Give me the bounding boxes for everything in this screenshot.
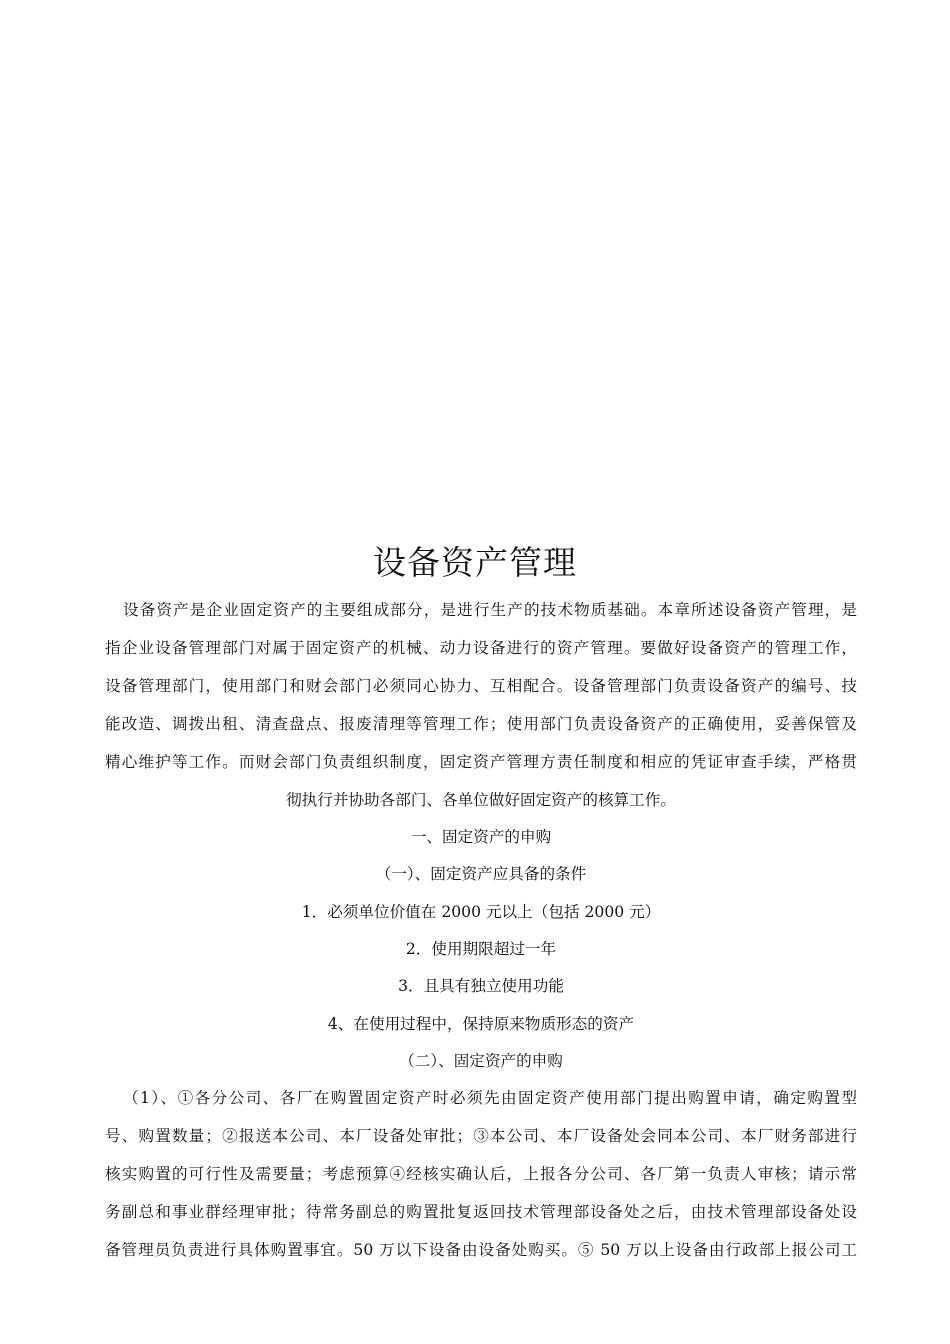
- intro-line-5: 精心维护等工作。而财会部门负责组织制度，固定资产管理方责任制度和相应的凭证审查手续，严格贯: [105, 753, 857, 771]
- procedure-line-1: （1）、①各分公司、各厂在购置固定资产时必须先由固定资产使用部门提出购置申请，确定购置型: [123, 1089, 857, 1107]
- section-1-heading: 一、固定资产的申购: [410, 828, 552, 846]
- subsection-1-heading: （一）、固定资产应具备的条件: [375, 865, 587, 883]
- intro-line-3: 设备管理部门，使用部门和财会部门必须同心协力、互相配合。设备管理部门负责设备资产的编号、技: [105, 677, 857, 695]
- intro-line-2: 指企业设备管理部门对属于固定资产的机械、动力设备进行的资产管理。要做好设备资产的管理工作，: [105, 639, 857, 657]
- condition-item-1: 1．必须单位价值在 2000 元以上（包括 2000 元）: [301, 903, 661, 921]
- procedure-line-3: 核实购置的可行性及需要量；考虑预算④经核实确认后，上报各分公司、各厂第一负责人审核；请示常: [105, 1165, 857, 1183]
- intro-line-6: 彻执行并协助各部门、各单位做好固定资产的核算工作。: [286, 791, 676, 809]
- condition-item-2: 2．使用期限超过一年: [405, 940, 557, 958]
- condition-item-4: 4、在使用过程中，保持原来物质形态的资产: [327, 1015, 635, 1033]
- subsection-2-heading: （二）、固定资产的申购: [399, 1052, 563, 1070]
- intro-line-4: 能改造、调拨出租、清查盘点、报废清理等管理工作；使用部门负责设备资产的正确使用，妥善保管及: [105, 715, 857, 733]
- document-title: 设备资产管理: [373, 543, 577, 582]
- procedure-line-2: 号、购置数量；②报送本公司、本厂设备处审批；③本公司、本厂设备处会同本公司、本厂财务部进行: [105, 1127, 857, 1145]
- intro-line-1: 设备资产是企业固定资产的主要组成部分，是进行生产的技术物质基础。本章所述设备资产管理，是: [123, 601, 857, 619]
- procedure-line-4: 务副总和事业群经理审批；待常务副总的购置批复返回技术管理部设备处之后，由技术管理部设备处设: [105, 1203, 857, 1221]
- procedure-line-5: 备管理员负责进行具体购置事宜。50 万以下设备由设备处购买。⑤ 50 万以上设备由行政部上报公司工: [105, 1241, 857, 1259]
- condition-item-3: 3．且具有独立使用功能: [398, 977, 564, 995]
